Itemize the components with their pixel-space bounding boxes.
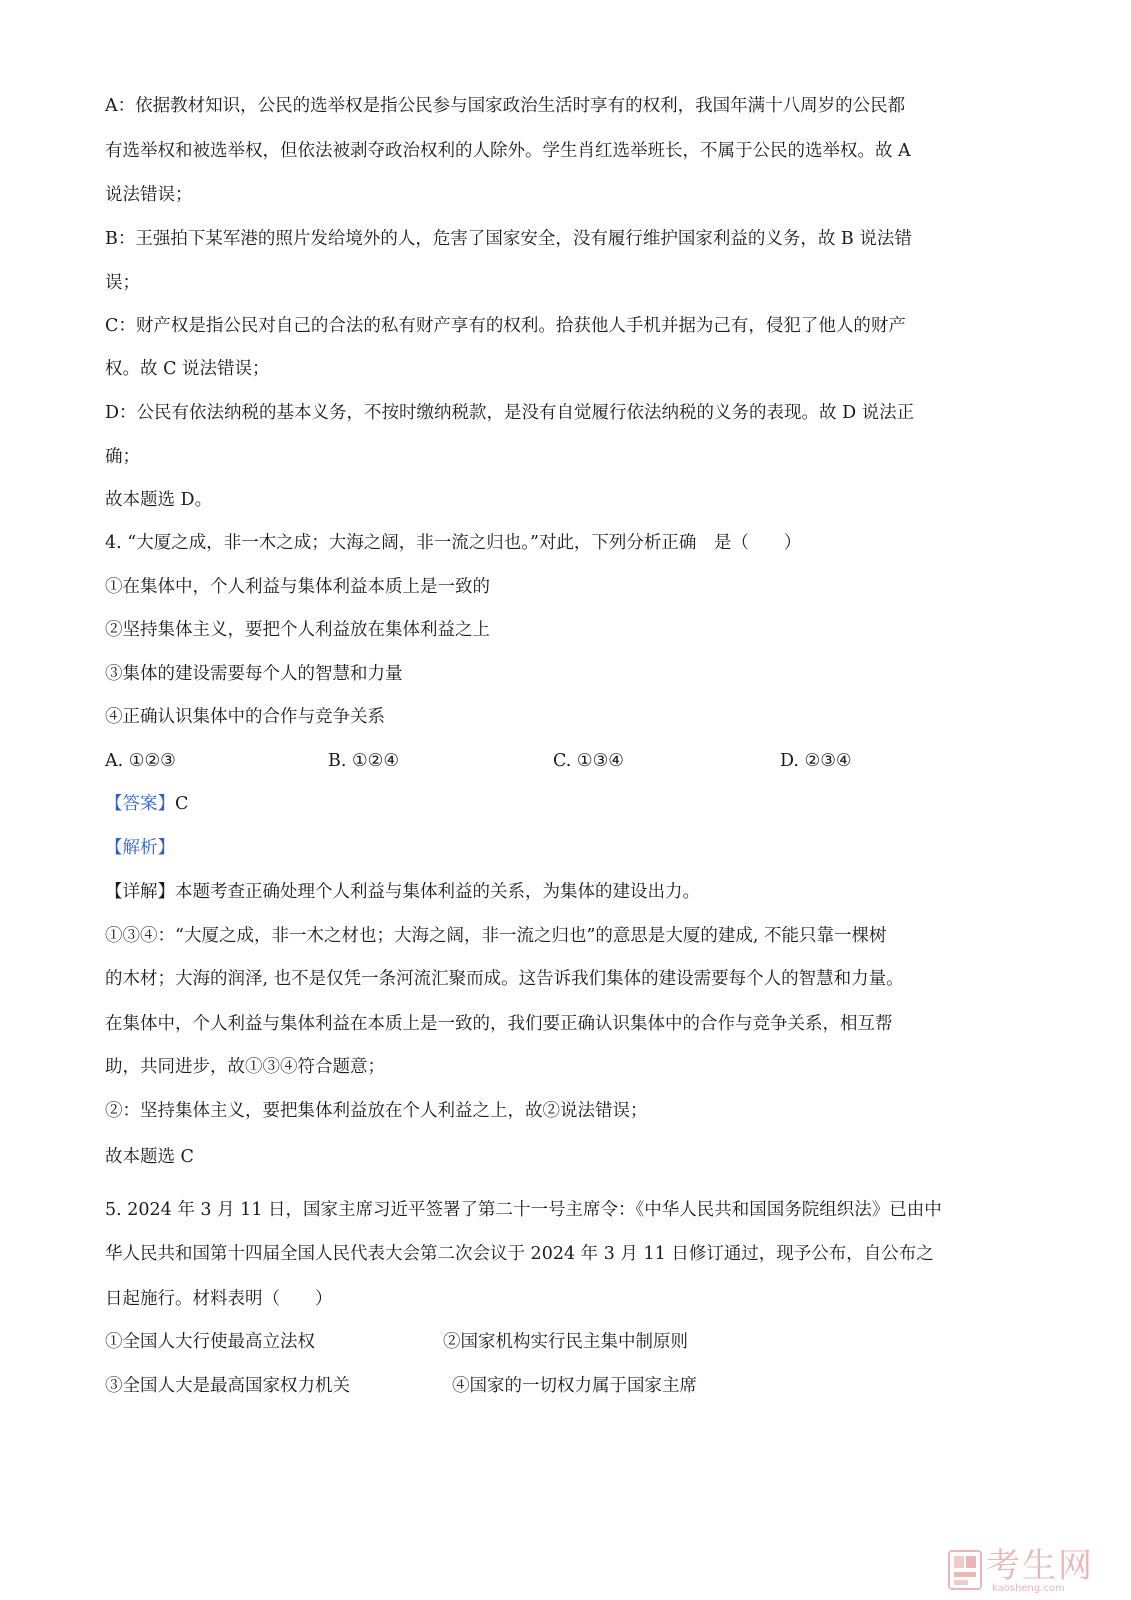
text-line: 有选举权和被选举权，但依法被剥夺政治权利的人除外。学生肖红选举班长，不属于公民的选举权。故 A	[105, 141, 911, 161]
text-line: 误；	[105, 273, 140, 293]
option-c: C. ①③④	[553, 751, 624, 771]
statement-2: ②坚持集体主义，要把个人利益放在集体利益之上	[105, 620, 490, 640]
detail-line: 故本题选 C	[105, 1147, 194, 1167]
option-b: B. ①②④	[328, 751, 400, 771]
watermark-text: 考生网	[986, 1546, 1094, 1586]
answer-value: C	[175, 794, 189, 814]
text-line: 权。故 C 说法错误；	[105, 359, 270, 379]
detail-line: 助，共同进步，故①③④符合题意；	[105, 1057, 385, 1077]
question-5-stem: 日起施行。材料表明（ ）	[105, 1289, 333, 1309]
statement-2: ②国家机构实行民主集中制原则	[443, 1332, 688, 1352]
text-line: A：依据教材知识，公民的选举权是指公民参与国家政治生活时享有的权利，我国年满十八周岁的公民都	[105, 96, 906, 116]
statement-1: ①全国人大行使最高立法权	[105, 1332, 315, 1352]
text-line: 故本题选 D。	[105, 490, 213, 510]
statement-3: ③集体的建设需要每个人的智慧和力量	[105, 664, 403, 684]
detail-line: ①③④：“大厦之成，非一木之材也；大海之阔，非一流之归也”的意思是大厦的建成, 不能只靠一棵树	[105, 926, 887, 946]
statement-3: ③全国人大是最高国家权力机关	[105, 1376, 350, 1396]
text-line: B：王强拍下某军港的照片发给境外的人，危害了国家安全，没有履行维护国家利益的义务，故 B 说法错	[105, 229, 912, 249]
answer-line	[105, 792, 188, 816]
watermark-logo-icon	[948, 1550, 982, 1590]
text-line: C：财产权是指公民对自己的合法的私有财产享有的权利。拾获他人手机并据为己有，侵犯了他人的财产	[105, 316, 906, 336]
watermark	[948, 1548, 1123, 1596]
detail-line: 在集体中，个人利益与集体利益在本质上是一致的，我们要正确认识集体中的合作与竞争关系，相互帮	[105, 1014, 893, 1034]
detail-line: 的木材；大海的润泽, 也不是仅凭一条河流汇聚而成。这告诉我们集体的建设需要每个人的智慧和力量。	[105, 969, 904, 989]
option-a: A. ①②③	[105, 751, 176, 771]
watermark-sub: kaosheng.com	[992, 1583, 1065, 1594]
analysis-label: 【解析】	[105, 838, 175, 858]
answer-label: 【答案】	[105, 794, 175, 814]
detail-line: ②：坚持集体主义，要把集体利益放在个人利益之上，故②说法错误；	[105, 1101, 648, 1121]
text-line: D：公民有依法纳税的基本义务，不按时缴纳税款，是没有自觉履行依法纳税的义务的表现。故 D 说法正	[105, 403, 915, 423]
statement-1: ①在集体中，个人利益与集体利益本质上是一致的	[105, 577, 490, 597]
statement-4: ④正确认识集体中的合作与竞争关系	[105, 707, 385, 727]
option-d: D. ②③④	[780, 751, 852, 771]
text-line: 说法错误；	[105, 185, 193, 205]
question-4-stem: 4. “大厦之成，非一木之成；大海之阔，非一流之归也。”对此，下列分析正确 是（ ）	[105, 533, 802, 553]
statement-4: ④国家的一切权力属于国家主席	[452, 1376, 697, 1396]
question-5-stem: 5. 2024 年 3 月 11 日，国家主席习近平签署了第二十一号主席令：《中华人民共和国国务院组织法》已由中	[105, 1200, 942, 1220]
question-5-stem: 华人民共和国第十四届全国人民代表大会第二次会议于 2024 年 3 月 11 日修订通过，现予公布，自公布之	[105, 1244, 934, 1264]
text-line: 确；	[105, 447, 140, 467]
detail-line: 【详解】本题考查正确处理个人利益与集体利益的关系，为集体的建设出力。	[105, 882, 700, 902]
